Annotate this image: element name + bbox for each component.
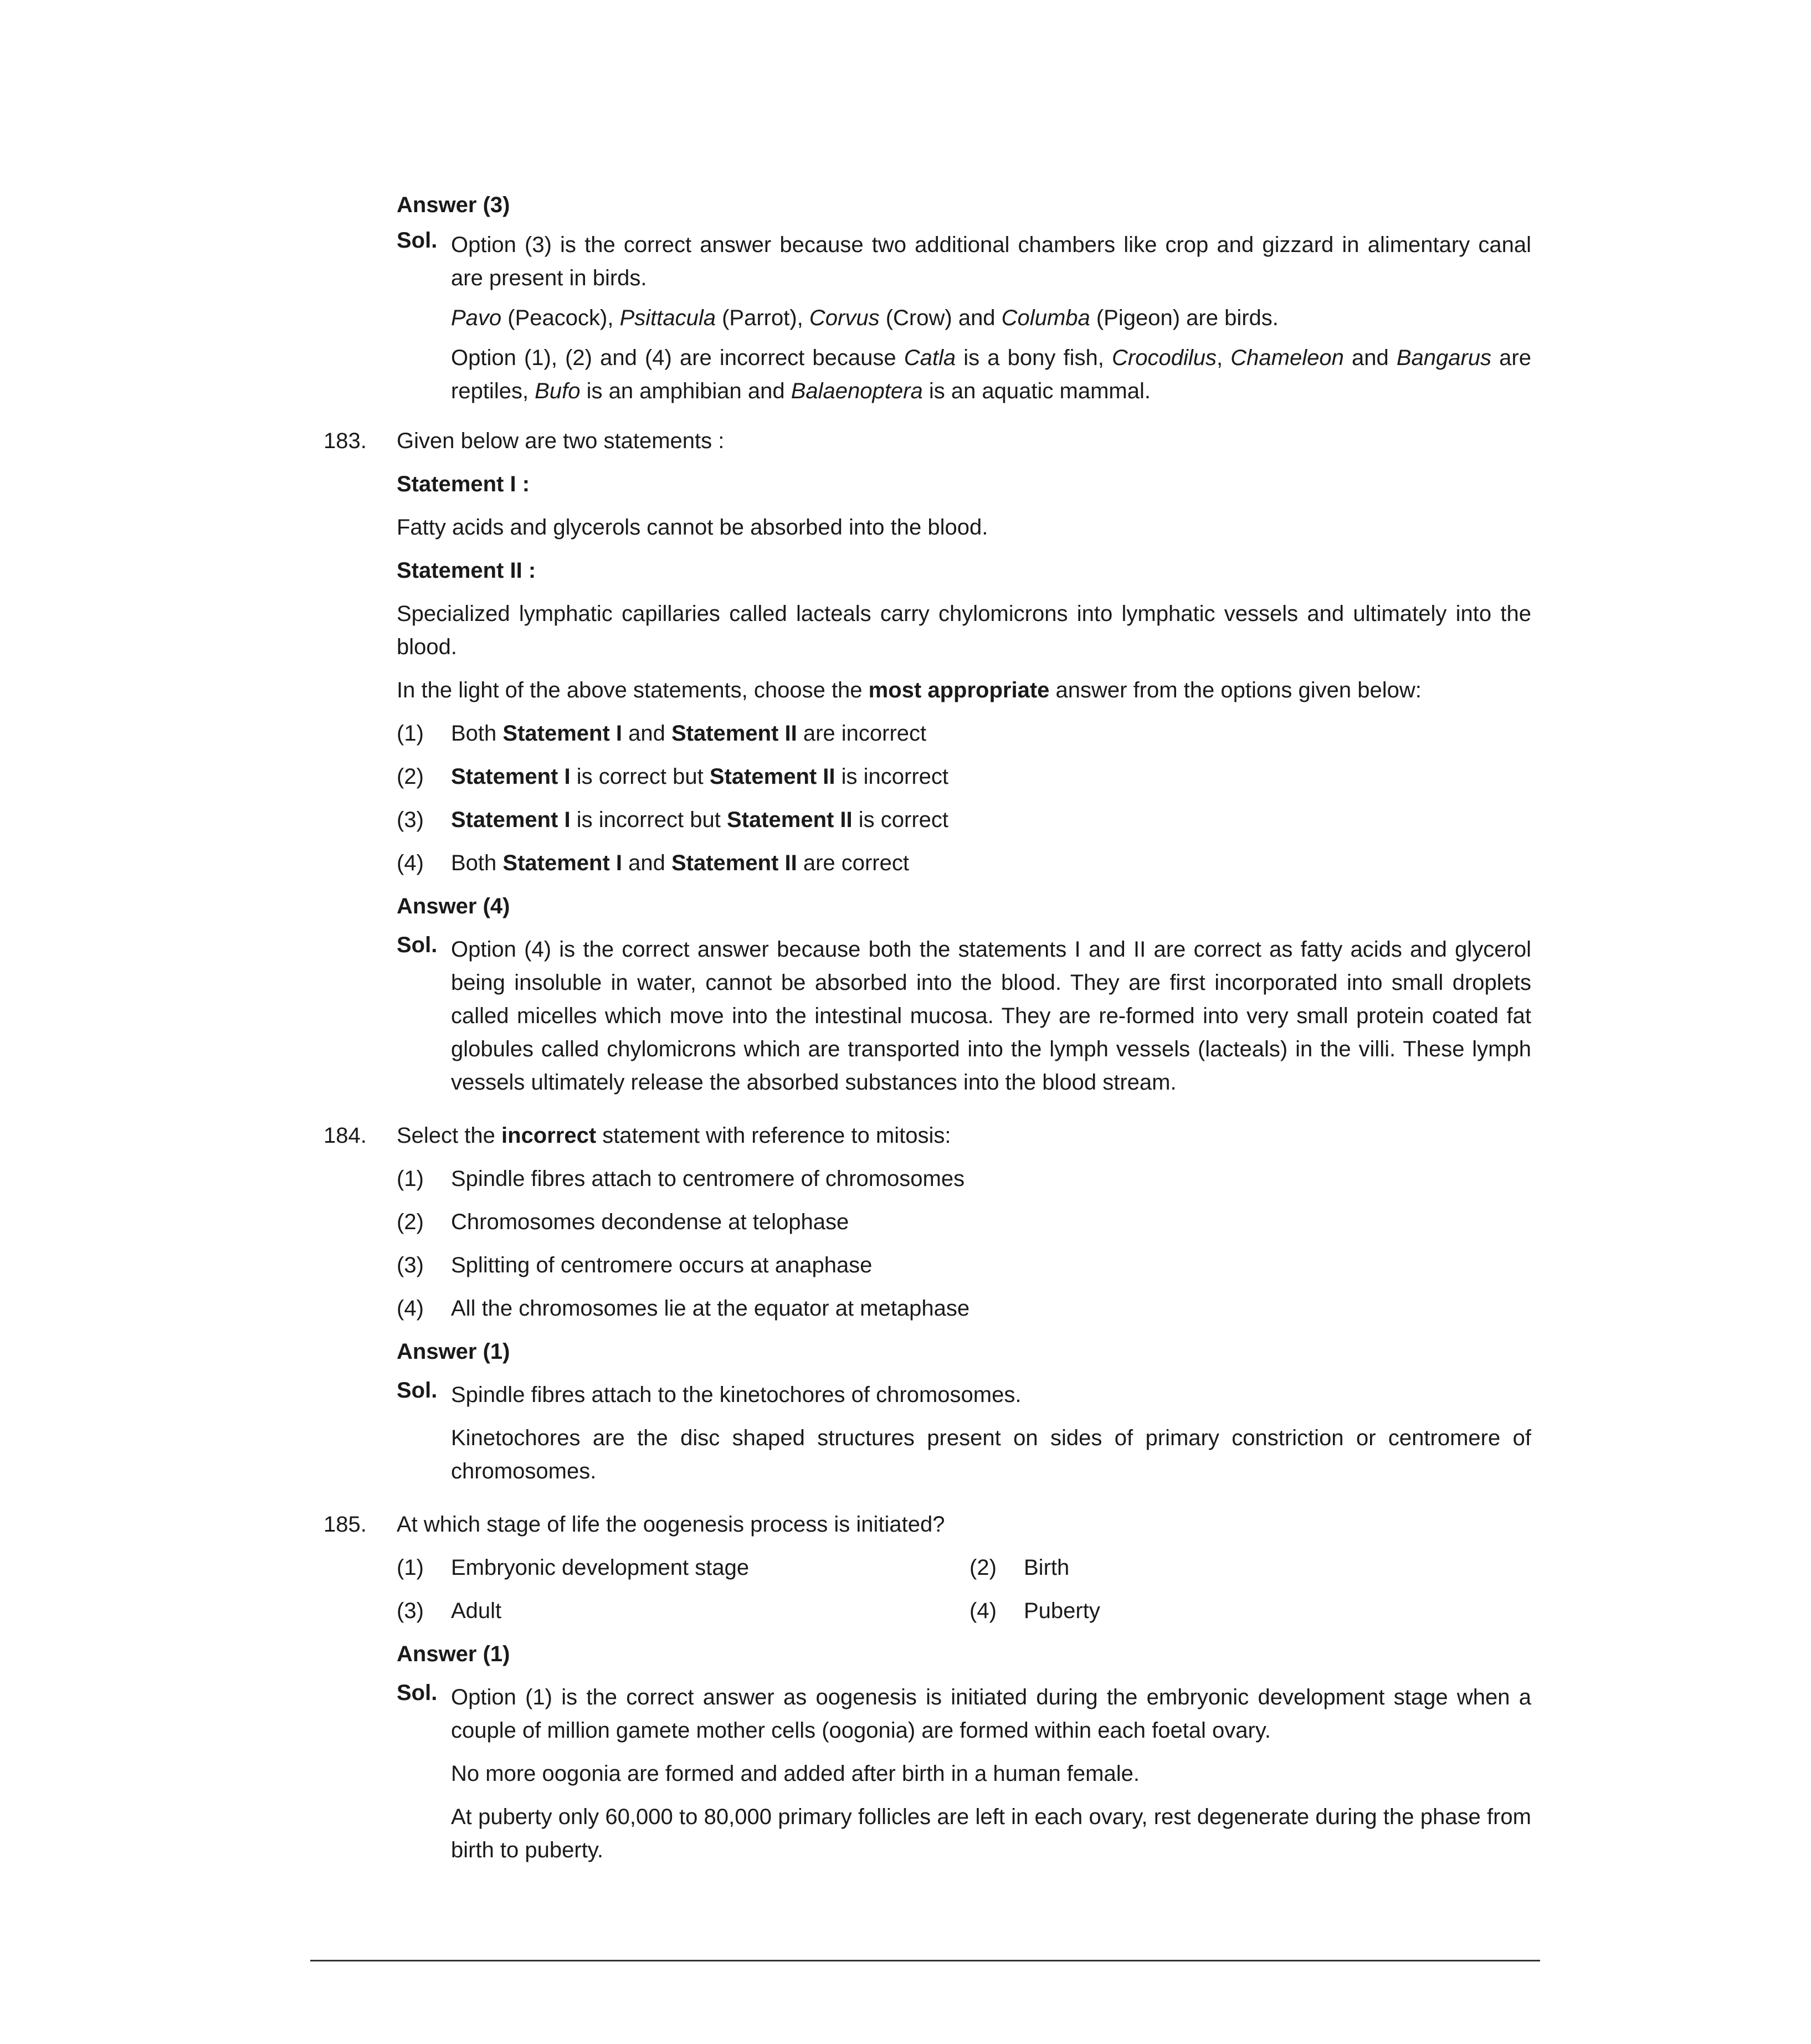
q185-option-3-num: (3) <box>397 1599 424 1623</box>
q183-statement2-label: Statement II : <box>397 558 536 583</box>
q184-option-3: (3) Splitting of centromere occurs at anaphase <box>397 1253 873 1277</box>
q184-sol-text-2: Kinetochores are the disc shaped structures present on sides of primary constriction or centromere of chromosomes. <box>451 1426 1531 1483</box>
q185-sol-text-3: At puberty only 60,000 to 80,000 primary follicles are left in each ovary, rest degenerate during the phase from birth to puberty. <box>451 1805 1531 1862</box>
q183-instruction: In the light of the above statements, choose the most appropriate answer from the options given below: <box>397 678 1422 702</box>
q182-solution-block <box>324 188 1531 408</box>
q183-stem: 183. Given below are two statements : <box>324 424 1531 458</box>
q183-statement2-text: Specialized lymphatic capillaries called lacteals carry chylomicrons into lymphatic vessels and ultimately into the blood. <box>397 602 1531 659</box>
q184-number: 184. <box>324 1123 367 1148</box>
q183-option-3: (3) Statement I is incorrect but Statement II is correct <box>397 808 949 832</box>
question-183 <box>324 424 1531 1099</box>
q183-answer: Answer (4) <box>397 894 510 918</box>
q182-sol-text: Option (3) is the correct answer because two additional chambers like crop and gizzard in alimentary canal are present in birds. <box>451 233 1531 290</box>
q185-option-1-text: Embryonic development stage <box>451 1555 750 1580</box>
q183-number: 183. <box>324 429 367 453</box>
q185-option-4-num: (4) <box>969 1599 997 1623</box>
q184-answer: Answer (1) <box>397 1339 510 1364</box>
q185-sol-text: Option (1) is the correct answer as oogenesis is initiated during the embryonic development stage when a couple of million gamete mother cells (oogonia) are formed within each foetal ovary. <box>451 1685 1531 1743</box>
q185-options-row-1 <box>324 1551 1531 1584</box>
q183-statement1-text: Fatty acids and glycerols cannot be absorbed into the blood. <box>397 515 988 540</box>
footer-divider <box>310 1960 1540 1961</box>
q183-option-1: (1) Both Statement I and Statement II are incorrect <box>397 721 927 746</box>
q185-option-2-text: Birth <box>1024 1555 1070 1580</box>
question-185 <box>324 1508 1531 1867</box>
q183-solution <box>324 933 1531 1099</box>
q182-answer: Answer (3) <box>397 193 510 217</box>
q183-sol-label: Sol. <box>397 933 438 957</box>
q185-option-3-text: Adult <box>451 1599 502 1623</box>
page-content <box>324 188 1531 1867</box>
q185-option-4-text: Puberty <box>1024 1599 1100 1623</box>
q183-option-2: (2) Statement I is correct but Statement II is incorrect <box>397 764 949 789</box>
q185-sol-text-2: No more oogonia are formed and added after birth in a human female. <box>451 1761 1140 1786</box>
q184-stem: 184. Select the incorrect statement with reference to mitosis: <box>324 1119 1531 1152</box>
q184-option-2: (2) Chromosomes decondense at telophase <box>397 1210 849 1234</box>
q182-birds-line: Pavo (Peacock), Psittacula (Parrot), Corvus (Crow) and Columba (Pigeon) are birds. <box>451 306 1279 330</box>
q185-stem: 185. At which stage of life the oogenesis process is initiated? <box>324 1508 1531 1541</box>
q184-option-4: (4) All the chromosomes lie at the equator at metaphase <box>397 1296 970 1321</box>
q184-solution <box>324 1378 1531 1411</box>
q184-sol-text: Spindle fibres attach to the kinetochores of chromosomes. <box>451 1383 1022 1407</box>
q185-option-1-num: (1) <box>397 1555 424 1580</box>
q183-option-4: (4) Both Statement I and Statement II are correct <box>397 851 909 875</box>
q182-sol-label: Sol. <box>397 228 438 253</box>
q185-answer: Answer (1) <box>397 1642 510 1666</box>
q183-sol-text: Option (4) is the correct answer because both the statements I and II are correct as fatty acids and glycerol being insoluble in water, cannot be absorbed into the blood. They are first incorporated into small droplets called micelles which move into the intestinal mucosa. They are re-formed into very small protein coated fat globules called chylomicrons which are transported into the lymph vessels (lacteals) in the villi. These lymph vessels ultimately release the absorbed substances into the blood stream. <box>451 937 1531 1095</box>
question-184 <box>324 1119 1531 1488</box>
q185-option-2-num: (2) <box>969 1555 997 1580</box>
q185-number: 185. <box>324 1512 367 1537</box>
q185-options-row-2 <box>324 1594 1531 1627</box>
q184-option-1: (1) Spindle fibres attach to centromere of chromosomes <box>397 1167 965 1191</box>
q183-statement1-label: Statement I : <box>397 472 530 496</box>
q182-solution <box>324 228 1531 295</box>
q184-sol-label: Sol. <box>397 1378 438 1403</box>
q182-incorrect-explanation: Option (1), (2) and (4) are incorrect because Catla is a bony fish, Crocodilus, Chameleon and Bangarus are reptiles, Bufo is an amphibian and Balaenoptera is an aquatic mammal. <box>451 346 1531 403</box>
q185-solution <box>324 1681 1531 1747</box>
q185-sol-label: Sol. <box>397 1681 438 1705</box>
